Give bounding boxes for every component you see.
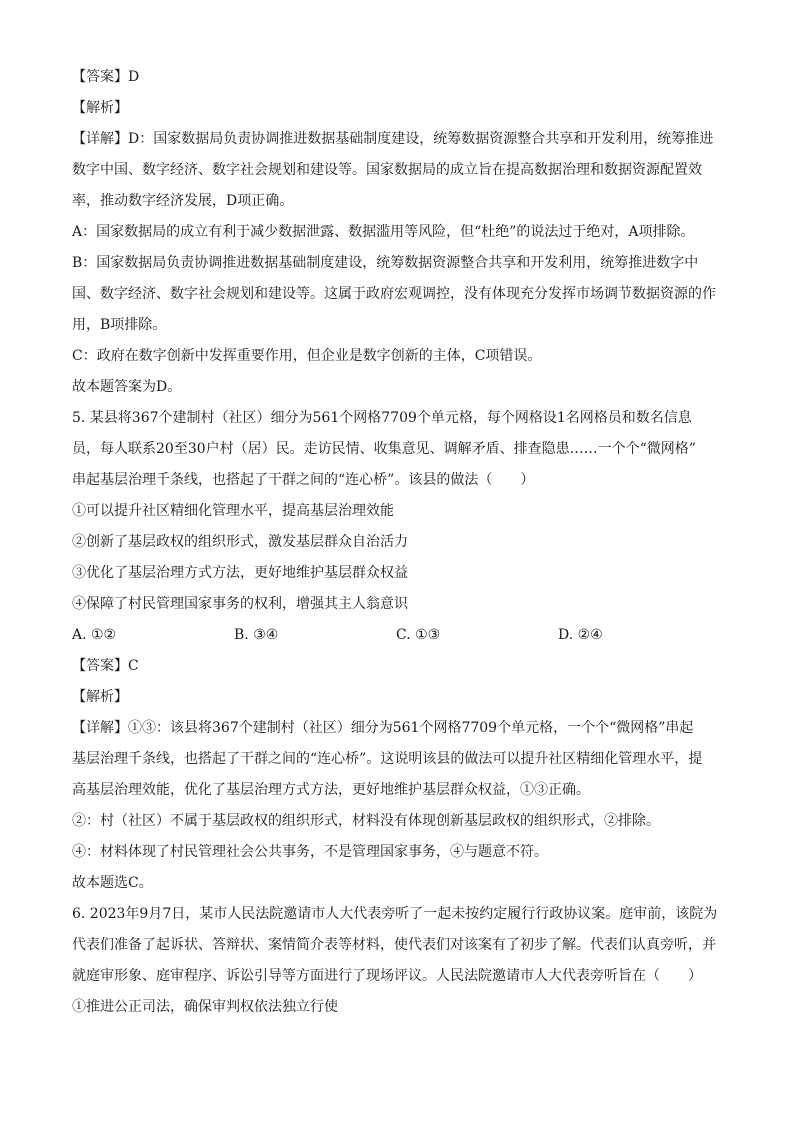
q5-answer: 【答案】C	[72, 658, 139, 674]
q4-option-b-explanation-1: B：国家数据局负责协调推进数据基础制度建设，统筹数据资源整合共享和开发利用，统筹推进数字中	[72, 255, 699, 271]
document-page	[72, 62, 722, 1023]
q5-statement-2: ②创新了基层政权的组织形式，激发基层群众自治活力	[72, 534, 408, 550]
q6-statement-1: ①推进公正司法，确保审判权依法独立行使	[72, 999, 338, 1015]
q4-conclusion: 故本题答案为D。	[72, 379, 182, 395]
q6-stem-line-3: 就庭审形象、庭审程序、诉讼引导等方面进行了现场评议。人民法院邀请市人大代表旁听旨在（ ）	[72, 968, 702, 984]
q5-option-d: D. ②④	[558, 627, 603, 643]
q4-analysis-heading: 【解析】	[72, 100, 128, 116]
q5-detail-line-1: 【详解】①③：该县将367个建制村（社区）细分为561个网格7709个单元格，一个个“微网格”串起	[72, 720, 694, 736]
q5-conclusion: 故本题选C。	[72, 875, 153, 891]
q5-statement-4-explanation: ④：材料体现了村民管理社会公共事务，不是管理国家事务，④与题意不符。	[72, 844, 548, 860]
q4-option-c-explanation: C：政府在数字创新中发挥重要作用，但企业是数字创新的主体，C项错误。	[72, 348, 542, 364]
q5-stem-line-2: 员，每人联系20至30户村（居）民。走访民情、收集意见、调解矛盾、排查隐患……一个个“微网格”	[72, 441, 696, 457]
q5-analysis-heading: 【解析】	[72, 689, 128, 705]
q6-stem-line-2: 代表们准备了起诉状、答辩状、案情简介表等材料，使代表们对该案有了初步了解。代表们认真旁听，并	[72, 937, 716, 953]
q5-detail-line-2: 基层治理千条线，也搭起了干群之间的“连心桥”。这说明该县的做法可以提升社区精细化管理水平，提	[72, 751, 703, 767]
q4-option-b-explanation-2: 国、数字经济、数字社会规划和建设等。这属于政府宏观调控，没有体现充分发挥市场调节数据资源的作	[72, 286, 716, 302]
q4-answer: 【答案】D	[72, 69, 140, 85]
q4-detail-line-2: 数字中国、数字经济、数字社会规划和建设等。国家数据局的成立旨在提高数据治理和数据资源配置效	[72, 162, 702, 178]
q5-stem-line-3: 串起基层治理千条线，也搭起了干群之间的“连心桥”。该县的做法（ ）	[72, 472, 535, 488]
q5-detail-line-3: 高基层治理效能，优化了基层治理方式方法，更好地维护基层群众权益，①③正确。	[72, 782, 590, 798]
q5-statement-4: ④保障了村民管理国家事务的权利，增强其主人翁意识	[72, 596, 408, 612]
q5-statement-2-explanation: ②：村（社区）不属于基层政权的组织形式，材料没有体现创新基层政权的组织形式，②排除。	[72, 813, 660, 829]
q5-stem-line-1: 5. 某县将367个建制村（社区）细分为561个网格7709个单元格，每个网格设1名网格员和数名信息	[72, 410, 692, 426]
q4-option-a-explanation: A：国家数据局的成立有利于减少数据泄露、数据滥用等风险，但“杜绝”的说法过于绝对，A项排除。	[72, 224, 695, 240]
q4-detail-line-3: 率，推动数字经济发展，D项正确。	[72, 193, 294, 209]
q5-option-b: B. ③④	[234, 627, 279, 643]
q5-statement-1: ①可以提升社区精细化管理水平，提高基层治理效能	[72, 503, 394, 519]
q4-detail-line-1: 【详解】D：国家数据局负责协调推进数据基础制度建设，统筹数据资源整合共享和开发利用，统筹推进	[72, 131, 714, 147]
q5-option-a: A. ①②	[72, 627, 117, 643]
q6-stem-line-1: 6. 2023年9月7日，某市人民法院邀请市人大代表旁听了一起未按约定履行行政协议案。庭审前，该院为	[72, 906, 718, 922]
q5-option-c: C. ①③	[396, 627, 441, 643]
q5-statement-3: ③优化了基层治理方式方法，更好地维护基层群众权益	[72, 565, 408, 581]
q4-option-b-explanation-3: 用，B项排除。	[72, 317, 167, 333]
q5-options	[72, 620, 722, 651]
